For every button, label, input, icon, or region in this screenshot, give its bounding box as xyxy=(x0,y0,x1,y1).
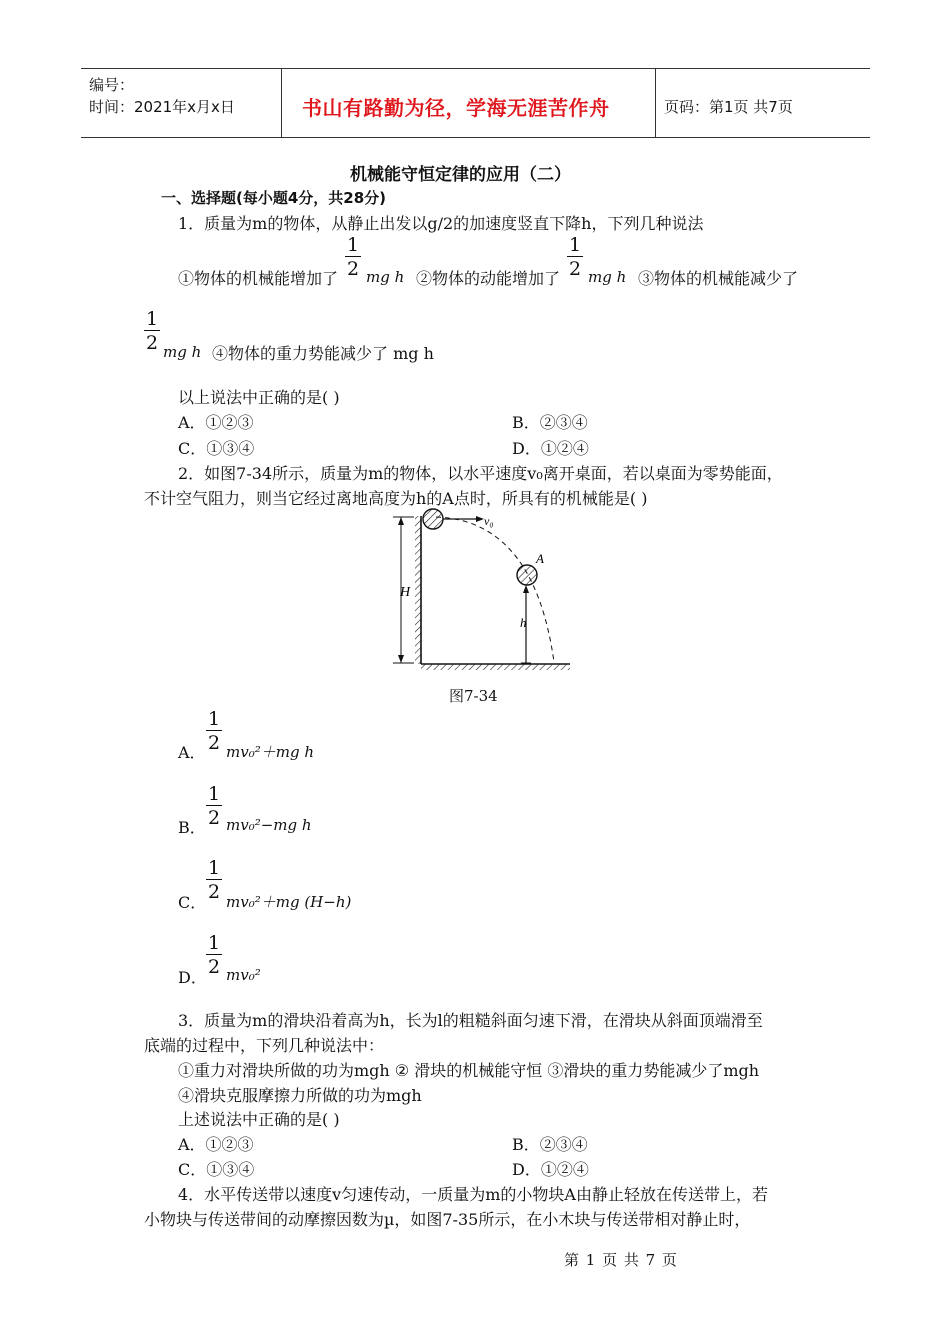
q1-mgh-2: mg h xyxy=(588,268,627,286)
number-label: 编号： xyxy=(89,76,135,94)
q3-choice-b: B．②③④ xyxy=(512,1135,588,1154)
page-title: 机械能守恒定律的应用（二） xyxy=(350,165,571,185)
q2-choice-c-expr: mv₀²＋mg (H−h) xyxy=(226,893,352,911)
q2-choice-d-label: D． xyxy=(178,968,207,987)
q3-stem-1: 3．质量为m的滑块沿着高为h，长为l的粗糙斜面匀速下滑，在滑块从斜面顶端滑至 xyxy=(178,1011,763,1030)
fraction-half: 1 2 xyxy=(145,308,159,354)
q1-opt4: ④物体的重力势能减少了 mg h xyxy=(212,344,434,363)
q2-choice-a-expr: mv₀²＋mg h xyxy=(226,743,314,761)
fraction-half: 1 2 xyxy=(207,857,221,903)
page-info: 页码：第1页 共7页 xyxy=(664,98,793,116)
q2-choice-b-expr: mv₀²−mg h xyxy=(226,816,312,834)
q3-line-2: ④滑块克服摩擦力所做的功为mgh xyxy=(178,1086,422,1105)
fraction-half: 1 2 xyxy=(346,234,360,280)
q1-opt1: ①物体的机械能增加了 xyxy=(178,269,339,288)
q2-choice-a-label: A． xyxy=(178,743,206,762)
page-footer: 第 1 页 共 7 页 xyxy=(564,1251,678,1269)
q3-choice-c: C．①③④ xyxy=(178,1160,255,1179)
q2-choice-b-label: B． xyxy=(178,818,206,837)
figure-7-34 xyxy=(384,500,578,672)
section-heading: 一、选择题(每小题4分，共28分) xyxy=(161,189,387,207)
fraction-half: 1 2 xyxy=(207,708,221,754)
q1-opt2: ②物体的动能增加了 xyxy=(416,269,561,288)
q1-opt3: ③物体的机械能减少了 xyxy=(638,269,799,288)
q4-stem-1: 4．水平传送带以速度v匀速传动，一质量为m的小物块A由静止轻放在传送带上，若 xyxy=(178,1185,768,1204)
q3-stem-2: 底端的过程中，下列几种说法中： xyxy=(144,1036,385,1055)
q4-stem-2: 小物块与传送带间的动摩擦因数为µ，如图7-35所示，在小木块与传送带相对静止时， xyxy=(144,1210,751,1229)
label-h-lower: h xyxy=(520,615,527,630)
q2-stem-2: 不计空气阻力，则当它经过离地高度为h的A点时，所具有的机械能是( ) xyxy=(144,489,648,508)
fraction-half: 1 2 xyxy=(207,783,221,829)
q1-ask: 以上说法中正确的是( ) xyxy=(178,388,340,407)
q2-choice-d-expr: mv₀² xyxy=(226,966,261,984)
document-header xyxy=(81,68,870,138)
q1-stem: 1．质量为m的物体，从静止出发以g/2的加速度竖直下降h，下列几种说法 xyxy=(178,214,704,233)
time-label: 时间：2021年x月x日 xyxy=(89,98,235,116)
q1-choice-d: D．①②④ xyxy=(512,439,589,458)
motto: 书山有路勤为径，学海无涯苦作舟 xyxy=(302,96,610,120)
q1-choice-a: A．①②③ xyxy=(178,413,254,432)
fraction-half: 1 2 xyxy=(568,234,582,280)
q3-choice-d: D．①②④ xyxy=(512,1160,589,1179)
q2-stem-1: 2．如图7-34所示，质量为m的物体，以水平速度v₀离开桌面，若以桌面为零势能面， xyxy=(178,464,783,483)
q1-choice-b: B．②③④ xyxy=(512,413,588,432)
q1-mgh-3: mg h xyxy=(163,343,202,361)
label-h-upper: H xyxy=(400,585,411,600)
q3-ask: 上述说法中正确的是( ) xyxy=(178,1110,340,1129)
q3-choice-a: A．①②③ xyxy=(178,1135,254,1154)
q2-choice-c-label: C． xyxy=(178,893,207,912)
q1-mgh-1: mg h xyxy=(366,268,405,286)
fraction-half: 1 2 xyxy=(207,932,221,978)
motto-cell xyxy=(281,69,656,137)
figure-caption: 图7-34 xyxy=(449,687,498,705)
q1-choice-c: C．①③④ xyxy=(178,439,255,458)
label-a: A xyxy=(536,551,544,566)
q3-line-1: ①重力对滑块所做的功为mgh ② 滑块的机械能守恒 ③滑块的重力势能减少了mgh xyxy=(178,1061,760,1080)
label-v0: v₀ xyxy=(484,514,494,528)
